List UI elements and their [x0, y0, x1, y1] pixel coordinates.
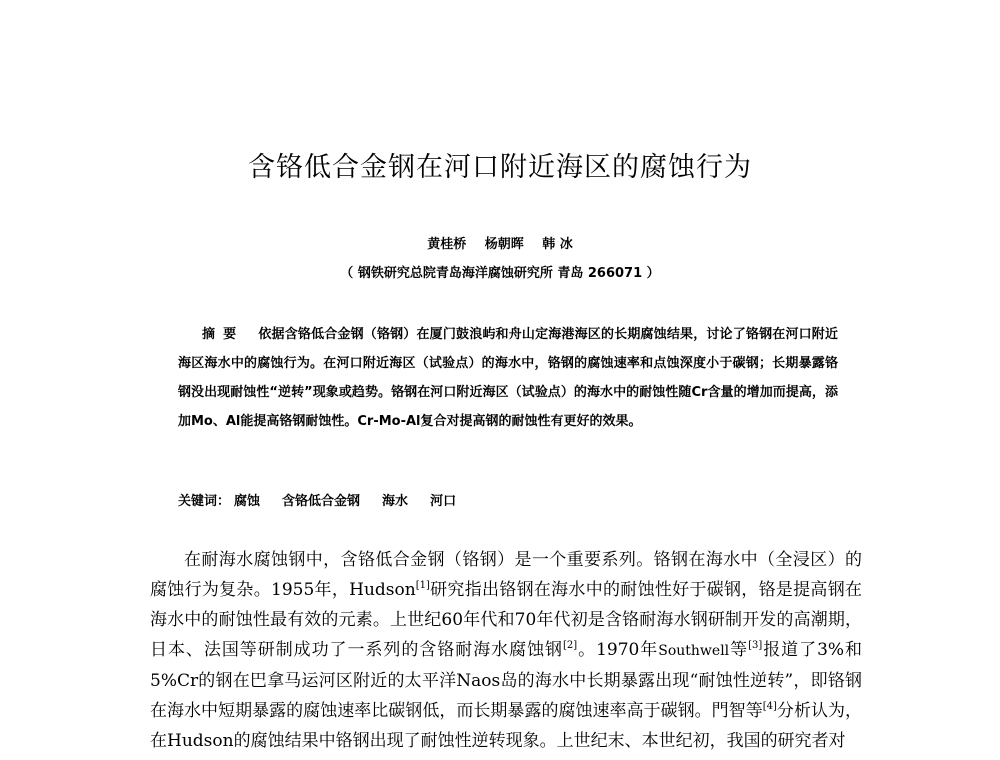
citation-ref: [3]: [748, 640, 763, 651]
abstract-text: 依据含铬低合金钢（铬钢）在厦门鼓浪屿和舟山定海港海区的长期腐蚀结果，讨论了铬钢在河口附近海区海水中的腐蚀行为。在河口附近海区（试验点）的海水中，铬钢的腐蚀速率和点蚀深度小于碳钢；长期暴露铬钢没出现耐蚀性“逆转”现象或趋势。铬钢在河口附近海区（试验点）的海水中的耐蚀性随Cr含量的增加而提高，添加Mo、Al能提高铬钢耐蚀性。Cr-Mo-Al复合对提高钢的耐蚀性有更好的效果。: [178, 327, 838, 429]
keyword: 海水: [382, 494, 409, 509]
body-segment: Southwell: [658, 643, 730, 659]
keywords: [178, 490, 478, 509]
paper-title: 含铬低合金钢在河口附近海区的腐蚀行为: [248, 152, 752, 183]
body-segment: 报道了3%和5%Cr的钢在巴拿马运河区附近的太平洋Naos岛的海水中长期暴露出现“耐蚀性逆转”，即铬钢在海水中短期暴露的腐蚀速率比碳钢低，而长期暴露的腐蚀速率高于碳钢。門智等: [150, 640, 862, 721]
citation-ref: [1]: [415, 580, 430, 591]
body-text: [150, 545, 862, 756]
abstract: [178, 320, 838, 436]
body-segment: 分析认为，在Hudson的腐蚀结果中铬钢出现了耐蚀性逆转现象。上世纪末、本世纪初，我国的研究者对: [150, 701, 863, 751]
keywords-label: 关键词：: [178, 494, 231, 509]
author-name: 杨朝晖: [484, 237, 524, 252]
author-name: 韩 冰: [542, 237, 573, 252]
citation-ref: [2]: [562, 640, 578, 651]
citation-ref: [4]: [762, 701, 777, 712]
body-segment: 在耐海水腐蚀钢中，含铬低合金钢（铬钢）是一个重要系列。铬钢在海水中（全浸区）的腐蚀行为复杂。1955年，Hudson: [150, 550, 862, 600]
body-segment: 。1970年: [577, 640, 659, 660]
keyword: 腐蚀: [234, 494, 261, 509]
author-name: 黄桂桥: [427, 237, 467, 252]
keyword: 河口: [430, 494, 457, 509]
author-list: [0, 233, 1000, 252]
body-segment: 等: [729, 640, 749, 660]
abstract-label: 摘要: [202, 327, 245, 342]
body-segment: 研究指出铬钢在海水中的耐蚀性好于碳钢，铬是提高钢在海水中的耐蚀性最有效的元素。上世纪60年代和70年代初是含铬耐海水钢研制开发的高潮期，日本、法国等研制成功了一系列的含铬耐海水腐蚀钢: [150, 580, 863, 660]
keyword: 含铬低合金钢: [282, 494, 361, 509]
affiliation: （ 钢铁研究总院青岛海洋腐蚀研究所 青岛 266071 ）: [340, 266, 660, 281]
body-paragraph: [150, 545, 862, 756]
